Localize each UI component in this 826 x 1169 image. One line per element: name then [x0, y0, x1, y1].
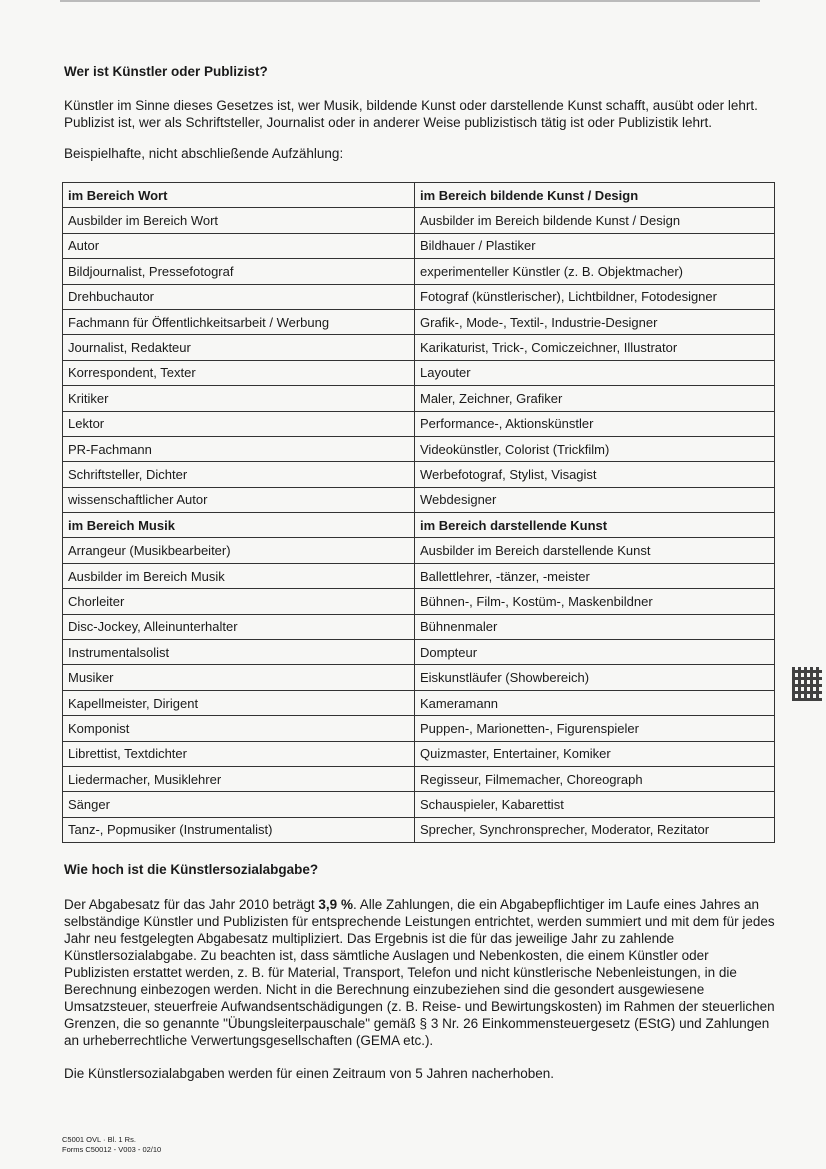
table-row: [63, 284, 775, 309]
table-row: [63, 436, 775, 461]
table-row: [63, 741, 775, 766]
table-cell-left: Schriftsteller, Dichter: [63, 462, 415, 487]
table-row: [63, 640, 775, 665]
table-cell-right: Quizmaster, Entertainer, Komiker: [415, 741, 775, 766]
table-cell-right: Videokünstler, Colorist (Trickfilm): [415, 436, 775, 461]
rate-value: 3,9 %: [318, 897, 353, 912]
table-cell-left: Lektor: [63, 411, 415, 436]
table-row: [63, 716, 775, 741]
table-row: [63, 817, 775, 842]
table-row: [63, 208, 775, 233]
table-cell-left: wissenschaftlicher Autor: [63, 487, 415, 512]
table-cell-left: Komponist: [63, 716, 415, 741]
profession-table: [62, 182, 775, 843]
table-header-row: [63, 513, 775, 538]
section2-heading: Wie hoch ist die Künstlersozialabgabe?: [64, 862, 319, 877]
rate-text-after: . Alle Zahlungen, die ein Abgabepflichtiger im Laufe eines Jahres an selbständige Künstler und Publizisten für entsprechende Leistungen entrichtet, werden summiert und mit dem für jedes Jahr neu festgelegten Abgabesatz multipliziert. Das Ergebnis ist die für das jeweilige Jahr zu zahlende Künstlersozialabgabe. Zu beachten ist, dass sämtliche Auslagen und Nebenkosten, die einem Künstler oder Publizisten erstattet werden, z. B. für Material, Transport, Telefon und nicht künstlerische Nebenleistungen, in die Berechnung einbezogen werden. Nicht in die Berechnung einzubeziehen sind die gesondert ausgewiesene Umsatzsteuer, steuerfreie Aufwandsentschädigungen (z. B. Reise- und Bewirtungskosten) im Rahmen der steuerlichen Grenzen, die so genannte "Übungsleiterpauschale" gemäß § 3 Nr. 26 Einkommensteuergesetz (EStG) und Zahlungen an urheberrechtliche Verwertungsgesellschaften (GEMA etc.).: [64, 897, 775, 1048]
table-cell-left: Drehbuchautor: [63, 284, 415, 309]
table-cell-left: Ausbilder im Bereich Wort: [63, 208, 415, 233]
table-cell-left: Librettist, Textdichter: [63, 741, 415, 766]
table-row: [63, 563, 775, 588]
table-cell-right: Sprecher, Synchronsprecher, Moderator, Rezitator: [415, 817, 775, 842]
table-row: [63, 360, 775, 385]
rate-text-before: Der Abgabesatz für das Jahr 2010 beträgt: [64, 897, 319, 912]
barcode-mark: [792, 667, 822, 701]
table-row: [63, 589, 775, 614]
table-row: [63, 259, 775, 284]
table-cell-right: Webdesigner: [415, 487, 775, 512]
table-row: [63, 233, 775, 258]
table-row: [63, 309, 775, 334]
table-header-row: [63, 183, 775, 208]
table-cell-right: Maler, Zeichner, Grafiker: [415, 386, 775, 411]
table-cell-right: experimenteller Künstler (z. B. Objektmacher): [415, 259, 775, 284]
table-cell-left: Arrangeur (Musikbearbeiter): [63, 538, 415, 563]
definition-paragraph: Künstler im Sinne dieses Gesetzes ist, wer Musik, bildende Kunst oder darstellende Kunst schafft, ausübt oder lehrt. Publizist ist, wer als Schriftsteller, Journalist oder in anderer Weise publizistisch tätig ist oder Publizistik lehrt.: [64, 98, 758, 130]
table-cell-left: im Bereich Musik: [63, 513, 415, 538]
table-cell-left: Fachmann für Öffentlichkeitsarbeit / Werbung: [63, 309, 415, 334]
table-cell-left: Chorleiter: [63, 589, 415, 614]
table-row: [63, 792, 775, 817]
table-cell-right: Bühnen-, Film-, Kostüm-, Maskenbildner: [415, 589, 775, 614]
table-row: [63, 538, 775, 563]
table-cell-left: im Bereich Wort: [63, 183, 415, 208]
table-cell-right: Bildhauer / Plastiker: [415, 233, 775, 258]
table-cell-right: Karikaturist, Trick-, Comiczeichner, Illustrator: [415, 335, 775, 360]
table-cell-right: Layouter: [415, 360, 775, 385]
intro-text: Beispielhafte, nicht abschließende Aufzählung:: [64, 146, 344, 161]
rate-paragraph: [64, 896, 776, 1049]
table-cell-left: Ausbilder im Bereich Musik: [63, 563, 415, 588]
table-cell-right: Ausbilder im Bereich bildende Kunst / Design: [415, 208, 775, 233]
table-cell-left: Disc-Jockey, Alleinunterhalter: [63, 614, 415, 639]
table-row: [63, 462, 775, 487]
table-cell-right: Bühnenmaler: [415, 614, 775, 639]
table-row: [63, 614, 775, 639]
table-cell-right: Werbefotograf, Stylist, Visagist: [415, 462, 775, 487]
table-cell-left: Sänger: [63, 792, 415, 817]
table-row: [63, 487, 775, 512]
table-cell-right: Kameramann: [415, 690, 775, 715]
table-cell-right: Regisseur, Filmemacher, Choreograph: [415, 766, 775, 791]
table-cell-right: Fotograf (künstlerischer), Lichtbildner, Fotodesigner: [415, 284, 775, 309]
table-cell-right: Ballettlehrer, -tänzer, -meister: [415, 563, 775, 588]
table-row: [63, 665, 775, 690]
table-cell-left: Kapellmeister, Dirigent: [63, 690, 415, 715]
table-cell-left: Korrespondent, Texter: [63, 360, 415, 385]
table-cell-left: Tanz-, Popmusiker (Instrumentalist): [63, 817, 415, 842]
table-row: [63, 386, 775, 411]
footer-line-1: C5001 OVL · Bl. 1 Rs.: [62, 1135, 136, 1144]
table-cell-right: im Bereich darstellende Kunst: [415, 513, 775, 538]
table-row: [63, 690, 775, 715]
section1-heading: Wer ist Künstler oder Publizist?: [64, 64, 268, 79]
table-row: [63, 411, 775, 436]
table-cell-right: Schauspieler, Kabarettist: [415, 792, 775, 817]
table-cell-left: Bildjournalist, Pressefotograf: [63, 259, 415, 284]
retro-paragraph: Die Künstlersozialabgaben werden für einen Zeitraum von 5 Jahren nacherhoben.: [64, 1066, 555, 1081]
table-cell-left: PR-Fachmann: [63, 436, 415, 461]
table-cell-left: Autor: [63, 233, 415, 258]
form-footer: [62, 1135, 161, 1155]
table-row: [63, 335, 775, 360]
top-rule: [60, 0, 760, 2]
footer-line-2: Forms C50012 - V003 - 02/10: [62, 1145, 162, 1154]
table-cell-left: Kritiker: [63, 386, 415, 411]
table-cell-left: Musiker: [63, 665, 415, 690]
table-cell-right: Performance-, Aktionskünstler: [415, 411, 775, 436]
table-cell-right: im Bereich bildende Kunst / Design: [415, 183, 775, 208]
table-row: [63, 766, 775, 791]
table-cell-right: Ausbilder im Bereich darstellende Kunst: [415, 538, 775, 563]
table-cell-right: Grafik-, Mode-, Textil-, Industrie-Designer: [415, 309, 775, 334]
table-cell-right: Dompteur: [415, 640, 775, 665]
table-cell-left: Journalist, Redakteur: [63, 335, 415, 360]
table-cell-left: Instrumentalsolist: [63, 640, 415, 665]
table-cell-left: Liedermacher, Musiklehrer: [63, 766, 415, 791]
table-cell-right: Eiskunstläufer (Showbereich): [415, 665, 775, 690]
table-cell-right: Puppen-, Marionetten-, Figurenspieler: [415, 716, 775, 741]
